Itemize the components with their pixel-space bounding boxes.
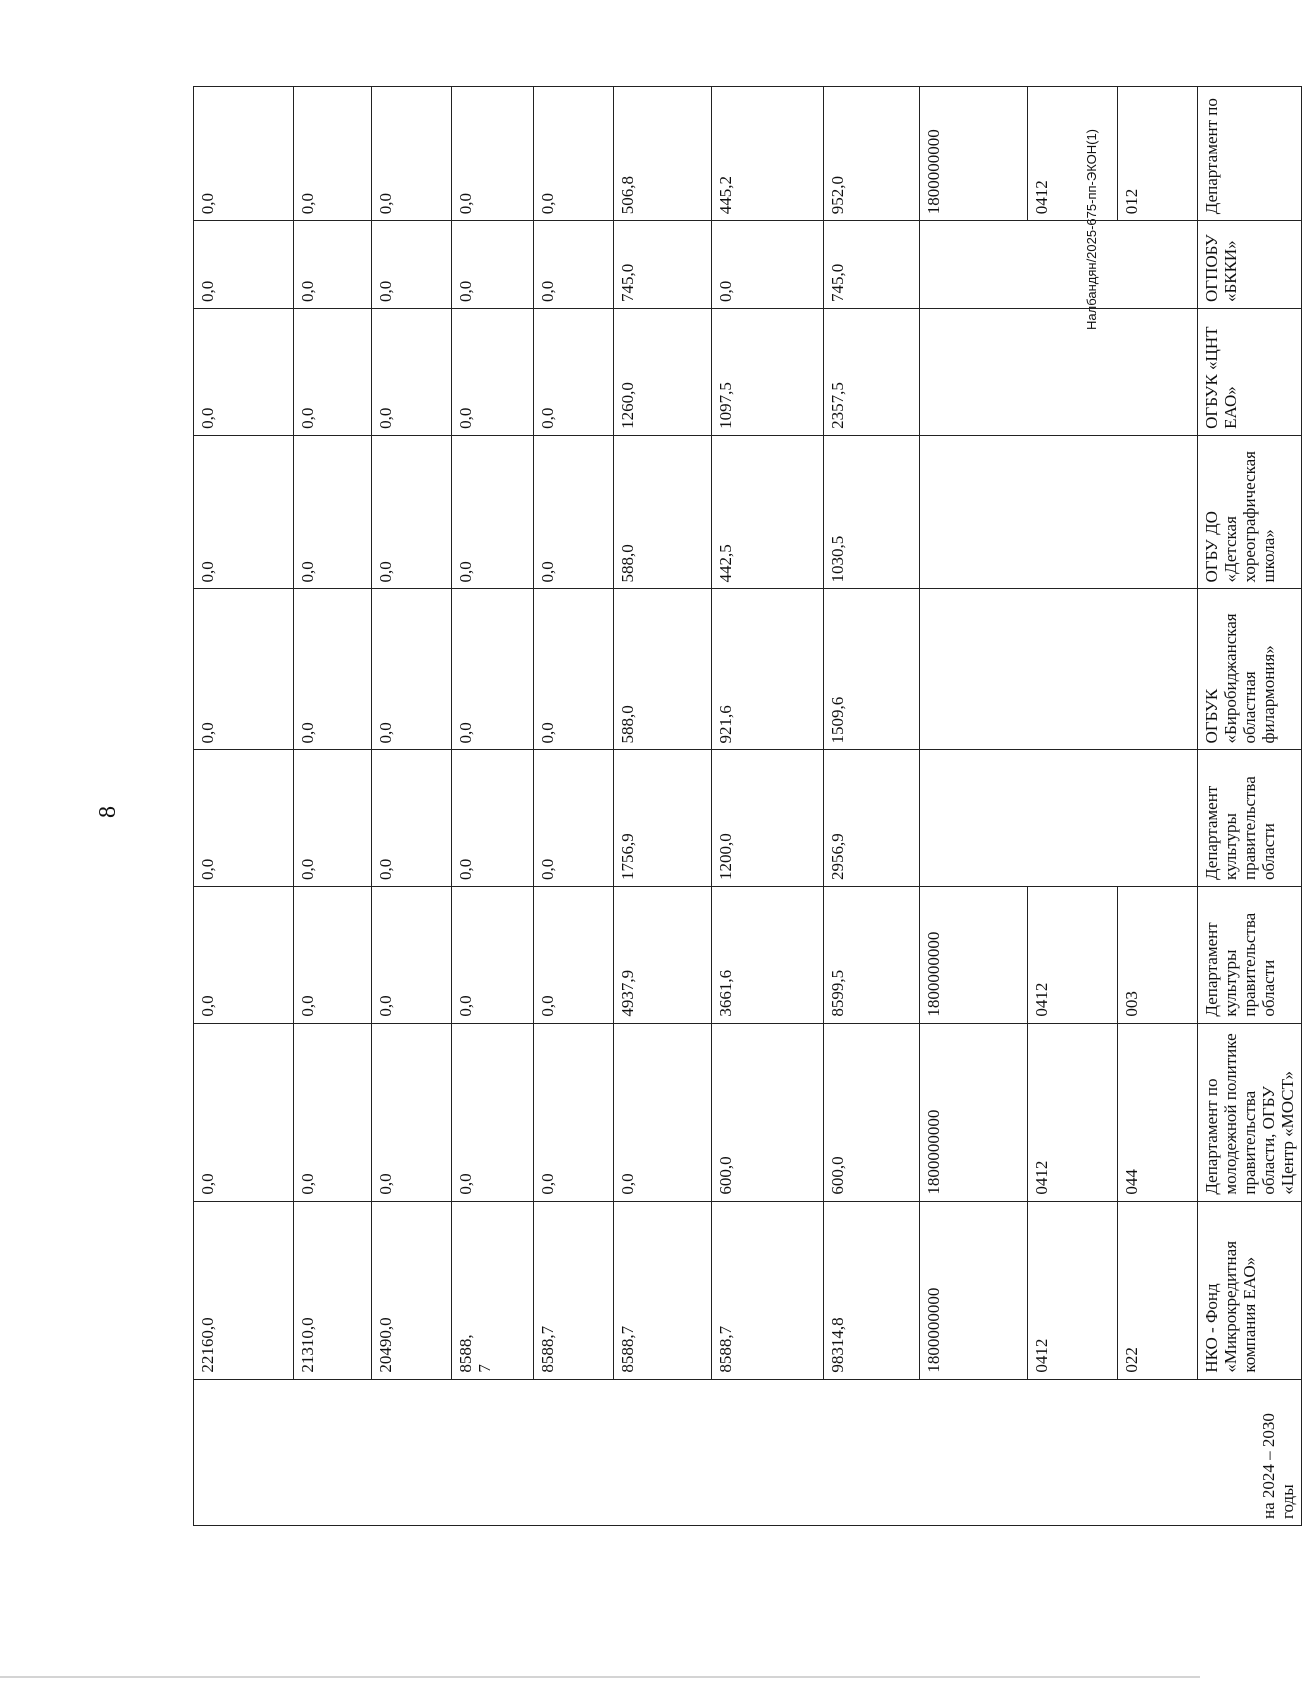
year-amount-cell: 0,0 [194,887,294,1024]
section-code-cell: 0412 [1028,1201,1118,1379]
year-amount-cell: 745,0 [614,221,712,309]
document-registration-code: Налбандян/2025-675-пп-ЭКОН(1) [1084,128,1099,330]
year-amount-cell: 0,0 [372,887,452,1024]
section-code-cell [1028,221,1118,309]
year-amount-cell: 0,0 [194,87,294,221]
year-amount-cell: 0,0 [294,887,372,1024]
table-field-row [1198,87,1302,1526]
csr-code-cell [920,435,1028,589]
year-amount-cell: 0,0 [452,309,534,436]
table-field-row [824,87,920,1526]
section-code-cell: 0412 [1028,887,1118,1024]
period-cell: на 2024 – 2030 годы [194,1379,1302,1525]
table-body [194,87,1302,1526]
year-amount-cell: 3661,6 [712,887,824,1024]
table-field-row [1118,87,1198,1526]
year-amount-cell: 0,0 [194,435,294,589]
total-amount-cell: 745,0 [824,221,920,309]
section-code-cell [1028,435,1118,589]
year-amount-cell: 0,0 [534,750,614,887]
year-amount-cell: 442,5 [712,435,824,589]
year-amount-cell: 0,0 [294,435,372,589]
executor-cell: ОГБУ ДО «Детская хореографическая школа» [1198,435,1302,589]
year-amount-cell: 0,0 [372,1023,452,1201]
year-amount-cell: 1260,0 [614,309,712,436]
year-amount-cell: 0,0 [614,1023,712,1201]
year-amount-cell: 0,0 [194,1023,294,1201]
scan-edge-line [0,1676,1200,1678]
year-amount-cell: 0,0 [194,309,294,436]
year-amount-cell: 0,0 [372,750,452,887]
total-amount-cell: 952,0 [824,87,920,221]
year-amount-cell: 0,0 [194,221,294,309]
year-amount-cell: 0,0 [534,435,614,589]
year-amount-cell: 0,0 [534,309,614,436]
year-amount-cell: 0,0 [194,589,294,750]
year-amount-cell: 0,0 [372,221,452,309]
csr-code-cell [920,589,1028,750]
section-code-cell [1028,589,1118,750]
year-amount-cell: 0,0 [294,589,372,750]
csr-code-cell: 1800000000 [920,87,1028,221]
financing-table [193,86,1302,1526]
year-amount-cell: 0,0 [372,589,452,750]
csr-code-cell: 1800000000 [920,1023,1028,1201]
section-code-cell [1028,309,1118,436]
table-field-row [372,87,452,1526]
executor-cell: Департамент по молодежной политике правительства области, ОГБУ «Центр «МОСТ» [1198,1023,1302,1201]
grbs-code-cell: 022 [1118,1201,1198,1379]
section-code-cell: 0412 [1028,87,1118,221]
executor-cell: Департамент по [1198,87,1302,221]
year-amount-cell: 0,0 [294,750,372,887]
grbs-code-cell [1118,589,1198,750]
year-amount-cell: 0,0 [534,1023,614,1201]
year-amount-cell: 0,0 [452,221,534,309]
year-amount-cell: 0,0 [294,87,372,221]
csr-code-cell: 1800000000 [920,1201,1028,1379]
year-amount-cell: 600,0 [712,1023,824,1201]
csr-code-cell [920,309,1028,436]
year-amount-cell: 0,0 [294,1023,372,1201]
total-amount-cell: 2956,9 [824,750,920,887]
year-amount-cell: 0,0 [372,309,452,436]
year-amount-cell: 506,8 [614,87,712,221]
grbs-code-cell: 044 [1118,1023,1198,1201]
year-amount-cell: 0,0 [452,87,534,221]
total-amount-cell: 8599,5 [824,887,920,1024]
executor-cell: ОГПОБУ «БККИ» [1198,221,1302,309]
year-amount-cell: 0,0 [194,750,294,887]
grbs-code-cell: 003 [1118,887,1198,1024]
executor-cell: ОГБУК «ЦНТ ЕАО» [1198,309,1302,436]
section-code-cell [1028,750,1118,887]
year-amount-cell: 0,0 [452,589,534,750]
year-amount-cell: 588,0 [614,589,712,750]
table-field-row [534,87,614,1526]
table-field-row [194,87,294,1526]
year-amount-cell: 0,0 [452,435,534,589]
table-field-row [294,87,372,1526]
page-number: 8 [95,806,121,818]
year-amount-cell: 8588,7 [534,1201,614,1379]
table-field-row [920,87,1028,1526]
year-amount-cell: 0,0 [452,887,534,1024]
table-field-row [614,87,712,1526]
year-amount-cell: 22160,0 [194,1201,294,1379]
year-amount-cell: 0,0 [372,87,452,221]
grbs-code-cell [1118,309,1198,436]
csr-code-cell [920,221,1028,309]
table-field-row [1028,87,1118,1526]
year-amount-cell: 0,0 [534,589,614,750]
total-amount-cell: 2357,5 [824,309,920,436]
year-amount-cell: 445,2 [712,87,824,221]
executor-cell: Департамент культуры правительства области [1198,887,1302,1024]
year-amount-cell: 0,0 [372,435,452,589]
executor-cell: Департамент культуры правительства области [1198,750,1302,887]
total-amount-cell: 1509,6 [824,589,920,750]
grbs-code-cell [1118,435,1198,589]
section-code-cell: 0412 [1028,1023,1118,1201]
year-amount-cell: 1097,5 [712,309,824,436]
year-amount-cell: 21310,0 [294,1201,372,1379]
total-amount-cell: 600,0 [824,1023,920,1201]
year-amount-cell: 0,0 [294,221,372,309]
grbs-code-cell [1118,221,1198,309]
year-amount-cell: 0,0 [294,309,372,436]
total-amount-cell: 98314,8 [824,1201,920,1379]
year-amount-cell: 1200,0 [712,750,824,887]
year-amount-cell: 8588,7 [712,1201,824,1379]
year-amount-cell: 1756,9 [614,750,712,887]
grbs-code-cell: 012 [1118,87,1198,221]
year-amount-cell: 0,0 [534,221,614,309]
year-amount-cell: 8588, 7 [452,1201,534,1379]
table-field-row [452,87,534,1526]
year-amount-cell: 0,0 [452,1023,534,1201]
grbs-code-cell [1118,750,1198,887]
year-amount-cell: 0,0 [712,221,824,309]
year-amount-cell: 588,0 [614,435,712,589]
csr-code-cell [920,750,1028,887]
executor-cell: ОГБУК «Биробиджанская областная филармония» [1198,589,1302,750]
executor-cell: НКО - Фонд «Микрокредитная компания ЕАО» [1198,1201,1302,1379]
year-amount-cell: 0,0 [534,87,614,221]
year-amount-cell: 0,0 [534,887,614,1024]
year-amount-cell: 921,6 [712,589,824,750]
year-amount-cell: 0,0 [452,750,534,887]
year-amount-cell: 20490,0 [372,1201,452,1379]
total-amount-cell: 1030,5 [824,435,920,589]
table-field-row [712,87,824,1526]
year-amount-cell: 4937,9 [614,887,712,1024]
csr-code-cell: 1800000000 [920,887,1028,1024]
year-amount-cell: 8588,7 [614,1201,712,1379]
